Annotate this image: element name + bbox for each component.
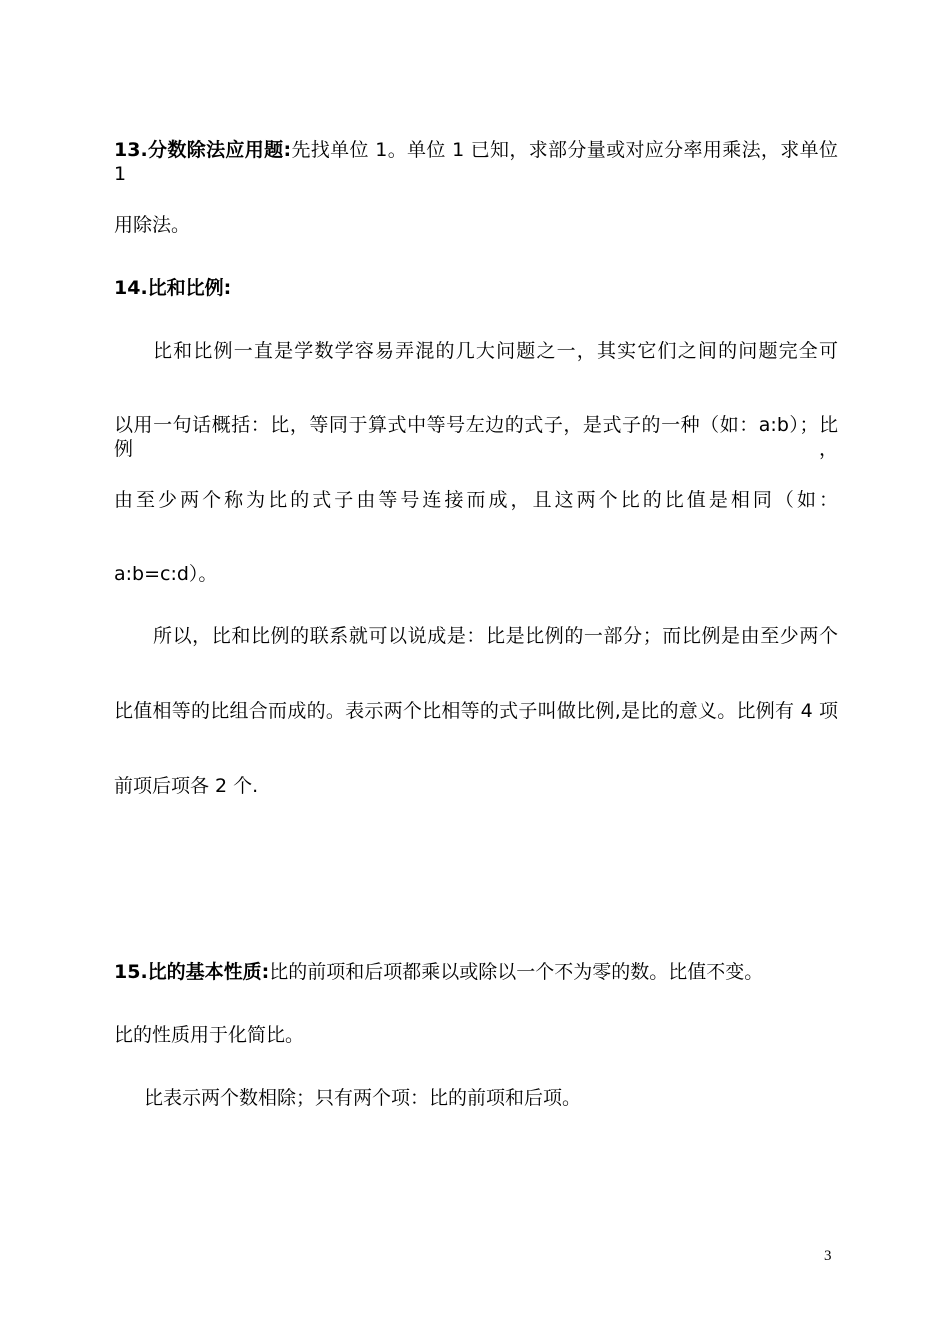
s13-line-2: 用除法。 xyxy=(114,214,191,236)
s15-line-1 xyxy=(114,960,763,984)
s14-p1-line-2: 以用一句话概括：比，等同于算式中等号左边的式子，是式子的一种（如：a:b）；比例， xyxy=(114,414,838,460)
s13-title: 13.分数除法应用题: xyxy=(114,139,292,161)
s14-p2-line-3: 前项后项各 2 个. xyxy=(114,775,259,797)
s15-title: 15.比的基本性质: xyxy=(114,961,270,983)
s15-text-1: 比的前项和后项都乘以或除以一个不为零的数。比值不变。 xyxy=(269,961,764,983)
s15-line-2: 比的性质用于化简比。 xyxy=(114,1024,305,1046)
s14-p1-line-3: 由至少两个称为比的式子由等号连接而成，且这两个比的比值是相同（如： xyxy=(114,489,838,511)
s14-p2-line-1: 所以，比和比例的联系就可以说成是：比是比例的一部分；而比例是由至少两个 xyxy=(153,625,838,647)
s15-line-3: 比表示两个数相除；只有两个项：比的前项和后项。 xyxy=(144,1087,582,1109)
s14-p1-line-1: 比和比例一直是学数学容易弄混的几大问题之一，其实它们之间的问题完全可 xyxy=(153,340,838,362)
s14-p2-line-2: 比值相等的比组合而成的。表示两个比相等的式子叫做比例,是比的意义。比例有 4 项 xyxy=(114,700,838,722)
s13-line-1 xyxy=(114,138,838,186)
s14-p1-line-4: a:b=c:d）。 xyxy=(114,563,218,585)
s14-title: 14.比和比例: xyxy=(114,277,232,299)
page-number: 3 xyxy=(824,1248,832,1264)
s13-text-1: 先找单位 1。单位 1 已知，求部分量或对应分率用乘法，求单位 1 xyxy=(114,139,838,185)
